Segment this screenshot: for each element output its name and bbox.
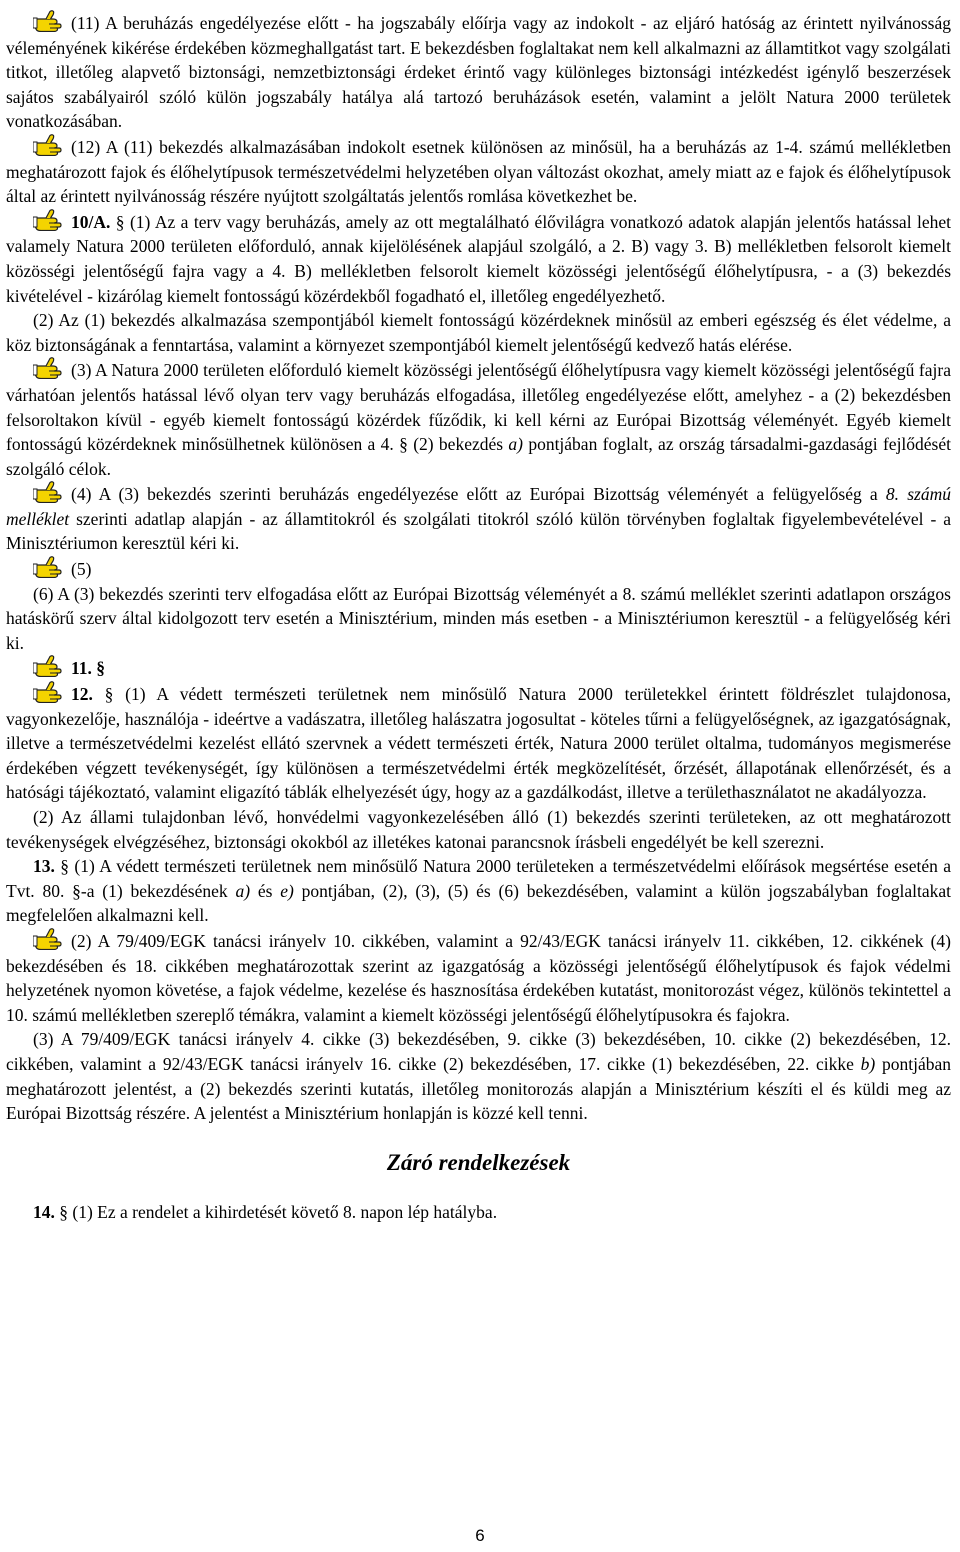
pointing-hand-icon[interactable]: [33, 556, 67, 578]
pointing-hand-icon[interactable]: [33, 134, 67, 156]
section-10a-5: (5): [6, 556, 951, 582]
section-10a-2: (2) Az (1) bekezdés alkalmazása szempontjából kiemelt fontosságú közérdeknek minősül az emberi egészség és élet védelme, a köz biztonságának a fenntartása, valamint a környezet szempontjából kiemelt jelentőségű kedvező hatás elérése.: [6, 310, 951, 355]
page-number: 6: [475, 1526, 485, 1545]
pointing-hand-icon[interactable]: [33, 481, 67, 503]
section-10a-4: (4) A (3) bekezdés szerinti beruházás engedélyezése előtt az Európai Bizottság véleményét a felügyelőség a 8. számú melléklet szerinti adatlap alapján - az államtitokról és szolgálati titokról szóló külön törvényben foglaltak figyelembevételével - a Minisztériumon keresztül kéri ki.: [6, 481, 951, 556]
section-13-2: (2) A 79/409/EGK tanácsi irányelv 10. cikkében, valamint a 92/43/EGK tanácsi irányelv 11. cikkében, 12. cikkének (4) bekezdésében és 18. cikkében meghatározottak szerint az igazgatóság a közösségi jelentőségű élőhelytípusok és fajok védelmi helyzetének nyomon követése, a fajok védelme, kezelése és hasznosítása érdekében kutatást, monitorozást végez, különös tekintettel a 10. számú mellékletben szereplő témákra, valamint a kiemelt közösségi jelentőségű élőhelytípusokra és fajokra.: [6, 928, 951, 1027]
pointing-hand-icon[interactable]: [33, 928, 67, 950]
section-13-1: 13. § (1) A védett természeti területnek nem minősülő Natura 2000 területeken a természetvédelmi előírások megsértése esetén a Tvt. 80. §-a (1) bekezdésének a) és e) pontjában, (2), (3), (5) és (6) bekezdésében, valamint a külön jogszabályban foglaltakat megfelelően alkalmazni kell.: [6, 856, 952, 926]
paragraph-12: (12) A (11) bekezdés alkalmazásában indokolt esetnek különösen az minősül, ha a beruházás az 1-4. számú mellékletben meghatározott fajok és élőhelytípusok természetvédelmi helyzetében olyan változást okozhat, amely miatt az e fajok és élőhelytípusok által az érintett nyilvánosság részére nyújtott szolgáltatás jelentős romlása következhet be.: [6, 134, 951, 209]
pointing-hand-icon[interactable]: [33, 655, 67, 677]
section-number: 14.: [33, 1201, 55, 1222]
section-number: 12.: [71, 684, 93, 705]
paragraph-11: (11) A beruházás engedélyezése előtt - ha jogszabály előírja vagy az indokolt - az eljáró hatóság az érintett nyilvánosság véleményének kikérése érdekében közmeghallgatást tart. E bekezdésben foglaltakat nem kell alkalmazni az államtitkot vagy szolgálati titkot, illetőleg alapvető biztonsági, nemzetbiztonsági érdeket érintő vagy különleges biztonsági intézkedést igénylő beszerzések sajátos szabályairól szóló külön jogszabály hatálya alá tartozó beruházások esetén, valamint a jelölt Natura 2000 területek vonatkozásában.: [6, 10, 951, 134]
section-number: 13.: [33, 856, 55, 877]
pointing-hand-icon[interactable]: [33, 357, 67, 379]
section-number: 10/A.: [71, 211, 111, 232]
closing-heading: Záró rendelkezések: [386, 1149, 571, 1175]
section-12-2: (2) Az állami tulajdonban lévő, honvédelmi vagyonkezelésében álló (1) bekezdés szerinti területeken, az ott meghatározott tevékenységek elvégzéséhez, biztonsági okokból az illetékes katonai parancsnok írásbeli engedélyét be kell szerezni.: [6, 807, 951, 852]
section-14: 14. § (1) Ez a rendelet a kihirdetését követő 8. napon lép hatályba.: [33, 1201, 498, 1222]
section-12-1: 12. § (1) A védett természeti területnek nem minősülő Natura 2000 területekkel érintett földrészlet tulajdonosa, vagyonkezelője, használója - ideértve a vadászatra, illetőleg halászatra jogosultat - köteles tűrni a felügyelőségnek, az igazgatóságnak, illetve a természetvédelmi kezelést ellátó szervnek a védett természeti érték, Natura 2000 terület oltalma, tudományos megismerése érdekében végzett tevékenységét, így különösen a természetvédelmi érték megközelítését, őrzését, állapotának ellenőrzését, és a hatósági tájékoztató, valamint eligazító táblák elhelyezését úgy, hogy az a gazdálkodást, illetve a területhasználatot ne akadályozza.: [6, 681, 951, 805]
section-number: 11.: [71, 658, 92, 679]
pointing-hand-icon[interactable]: [33, 209, 67, 231]
section-13-3: (3) A 79/409/EGK tanácsi irányelv 4. cikke (3) bekezdésében, 9. cikke (3) bekezdésében, 10. cikke (2) bekezdésében, 12. cikkében, valamint a 92/43/EGK tanácsi irányelv 16. cikke (2) bekezdésében, 17. cikke (1) bekezdésében, 22. cikke b) pontjában meghatározott jelentést, a (2) bekezdés szerinti kutatás, illetőleg monitorozás alapján a Minisztérium készíti el és küldi meg az Európai Bizottság részére. A jelentést a Minisztérium honlapján is közzé kell tenni.: [6, 1029, 951, 1124]
section-11: 11. §: [6, 655, 951, 681]
section-10a-1: 10/A. § (1) Az a terv vagy beruházás, amely az ott megtalálható élővilágra vonatkozó adatok alapján jelentős hatással lehet valamely Natura 2000 területen előforduló, annak kijelölésének alapjául szolgáló, a 2. B) vagy 3. B) mellékletben felsorolt kiemelt közösségi jelentőségű fajra vagy a 4. B) mellékletben felsorolt kiemelt közösségi jelentőségű élőhelytípusra, - a (3) bekezdés kivételével - kizárólag kiemelt fontosságú közérdekből fogadható el, illetőleg engedélyezhető.: [6, 209, 951, 308]
pointing-hand-icon[interactable]: [33, 681, 67, 703]
section-10a-3: (3) A Natura 2000 területen előforduló kiemelt közösségi jelentőségű élőhelytípusra vagy kiemelt közösségi jelentőségű fajra várhatóan jelentős hatással lévő olyan terv vagy beruházás elfogadása, illetőleg engedélyezése előtt, amelyhez - a (2) bekezdésben felsoroltakon kívül - egyéb kiemelt fontosságú közérdek fűződik, ki kell kérni az Európai Bizottság véleményét. Egyéb kiemelt fontosságú közérdeknek minősülhetnek különösen a 4. § (2) bekezdés a) pontjában foglalt, az ország társadalmi-gazdasági fejlődését szolgáló célok.: [6, 357, 951, 481]
pointing-hand-icon[interactable]: [33, 10, 67, 32]
document-page: [6, 10, 951, 1224]
section-10a-6: (6) A (3) bekezdés szerinti terv elfogadása előtt az Európai Bizottság véleményét a 8. számú melléklet szerinti adatlapon országos hatáskörű szerv által kidolgozott terv esetén a Minisztérium, minden más esetben - a Minisztériumon keresztül - a felügyelőség kéri ki.: [6, 583, 951, 653]
